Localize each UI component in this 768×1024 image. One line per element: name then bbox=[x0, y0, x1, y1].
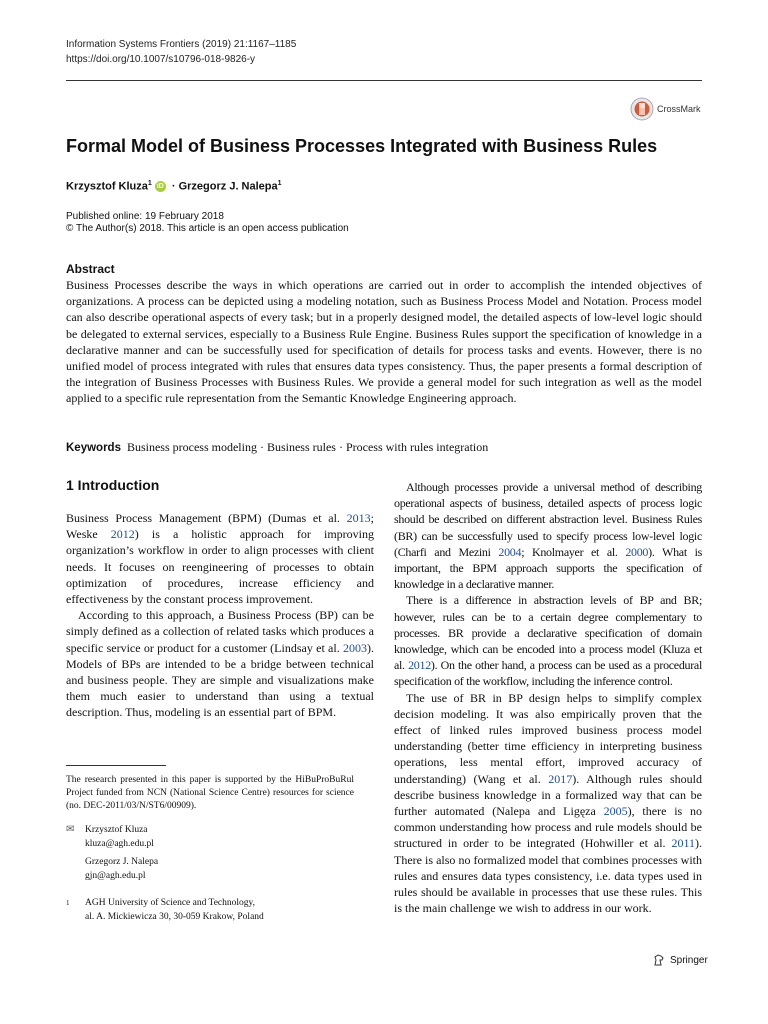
publisher-name: Springer bbox=[670, 954, 708, 966]
citation-link[interactable]: 2012 bbox=[110, 527, 135, 542]
section-heading: 1 Introduction bbox=[66, 477, 160, 493]
author-separator: · bbox=[168, 180, 179, 193]
copyright-notice: © The Author(s) 2018. This article is an open access publication bbox=[66, 223, 349, 234]
journal-citation: Information Systems Frontiers (2019) 21:1167–1185 bbox=[66, 39, 297, 50]
affiliation-marker: 1 bbox=[277, 180, 282, 187]
published-date: Published online: 19 February 2018 bbox=[66, 211, 224, 222]
keywords bbox=[66, 440, 706, 455]
footnote-divider bbox=[66, 765, 166, 766]
contact-info bbox=[66, 823, 158, 883]
paragraph: The use of BR in BP design helps to simplify complex decision modeling. It was also empirically proven that the effect of linked rules improved business process model understanding (better time efficiency in interpreting business operations, less mental effort, improved accuracy of understanding) (Wang et al. 2017). Although rules should describe business knowledge in a formalized way that can be further automated (Nalepa and Ligęza 2005), there is no common understanding how process and rule models should be structured in order to be integrated (Hohwiller et al. 2011). There is also no formalized model that combines processes with rules and ensures data types consistency, i.e. data types used in rules should be available in processes that use these rules. This is the main challenge we wish to address in our work. bbox=[394, 690, 703, 916]
paragraph: According to this approach, a Business Process (BP) can be simply defined as a collection of related tasks which produces a specific service or product for a customer (Lindsay et al. 2003). Models of BPs are intended to be a bridge between technical and business people. They are simple and visualizations make them much easier to understand than using a textual description. Thus, modeling is an essential part of BPM. bbox=[66, 608, 374, 720]
author-list bbox=[66, 180, 282, 193]
citation-link[interactable]: 2017 bbox=[548, 771, 573, 786]
contact-email[interactable]: gjn@agh.edu.pl bbox=[85, 870, 146, 881]
affiliation bbox=[66, 897, 264, 924]
right-column bbox=[394, 479, 702, 916]
paper-title: Formal Model of Business Processes Integrated with Business Rules bbox=[66, 136, 658, 156]
keywords-list: Business process modeling · Business rules · Process with rules integration bbox=[126, 440, 489, 454]
citation-link[interactable]: 2012 bbox=[408, 658, 431, 673]
paragraph: There is a difference in abstraction levels of BP and BR; however, rules can be to a certain degree complementary to processes. BR provide a declarative specification of domain knowledge, which can be encoded into a process model (Kluza et al. 2012). On the other hand, a process can be used as a procedural specification of the workflow, including the inference control. bbox=[394, 593, 702, 689]
publisher-logo bbox=[652, 953, 708, 967]
citation-link[interactable]: 2000 bbox=[625, 544, 649, 559]
affiliation-marker: 1 bbox=[147, 180, 152, 187]
crossmark-badge[interactable] bbox=[630, 96, 704, 122]
citation-link[interactable]: 2003 bbox=[343, 640, 367, 655]
doi-link[interactable]: https://doi.org/10.1007/s10796-018-9826-y bbox=[66, 54, 256, 65]
author-name[interactable]: Grzegorz J. Nalepa bbox=[178, 180, 278, 193]
contact-name: Krzysztof Kluza bbox=[85, 825, 148, 835]
author-name[interactable]: Krzysztof Kluza bbox=[66, 180, 148, 193]
crossmark-icon bbox=[630, 97, 654, 121]
paragraph: Business Process Management (BPM) (Dumas et al. 2013; Weske 2012) is a holistic approach for improving organization’s workflow in order to align processes with client needs. It focuses on reengineering of processes to obtain optimization of procedures, increase efficiency and effectiveness by the constant process improvement. bbox=[66, 511, 375, 607]
abstract-text: Business Processes describe the ways in which operations are carried out in order to accomplish the intended objectives of organizations. A process can be depicted using a modeling notation, such as Business Process Model and Notation. Process model can also describe operational aspects of every task; but in a properly designed model, the detailed aspects of low-level logic should be delegated to external services, especially to a Business Rule Engine. Business Rules support the specification of knowledge in a declarative manner and can be successfully used for specification of details for process tasks and events. However, there is no unified model of process integrated with rules that ensures data types consistency. Thus, the paper presents a formal description of the integration of Business Processes with Business Rules. We provide a general model for such integration as well as the model applied to a specific rule representation from the Semantic Knowledge Engineering approach. bbox=[66, 278, 702, 406]
contact-name: Grzegorz J. Nalepa bbox=[85, 857, 159, 867]
abstract-heading: Abstract bbox=[66, 262, 115, 276]
left-column bbox=[66, 510, 374, 721]
keywords-label: Keywords bbox=[66, 442, 121, 454]
citation-link[interactable]: 2004 bbox=[498, 544, 522, 559]
contact-email[interactable]: kluza@agh.edu.pl bbox=[85, 838, 154, 849]
paragraph: Although processes provide a universal method of describing operational aspects of business, detailed aspects of process logic should be described on different abstraction level. Business Rules (BR) can be successfully used to specify process low-level logic (Charfi and Mezini 2004; Knolmayer et al. 2000). What is important, the BPM approach supports the specification of knowledge in a declarative manner. bbox=[394, 480, 702, 592]
funding-note: The research presented in this paper is supported by the HiBuProBuRul Project funded from NCN (National Science Centre) resources for science (no. DEC-2011/03/N/ST6/00909). bbox=[66, 775, 354, 811]
envelope-icon: ✉ bbox=[66, 824, 75, 835]
springer-horse-icon bbox=[652, 953, 666, 967]
crossmark-label: CrossMark bbox=[657, 104, 701, 114]
orcid-icon[interactable]: iD bbox=[156, 183, 164, 191]
citation-link[interactable]: 2005 bbox=[603, 804, 628, 819]
header-divider bbox=[66, 80, 702, 81]
affiliation-number: 1 bbox=[66, 899, 70, 907]
citation-link[interactable]: 2011 bbox=[671, 836, 695, 851]
citation-link[interactable]: 2013 bbox=[346, 511, 371, 525]
affiliation-line: AGH University of Science and Technology, bbox=[85, 898, 256, 908]
affiliation-line: al. A. Mickiewicza 30, 30-059 Krakow, Poland bbox=[85, 911, 264, 922]
